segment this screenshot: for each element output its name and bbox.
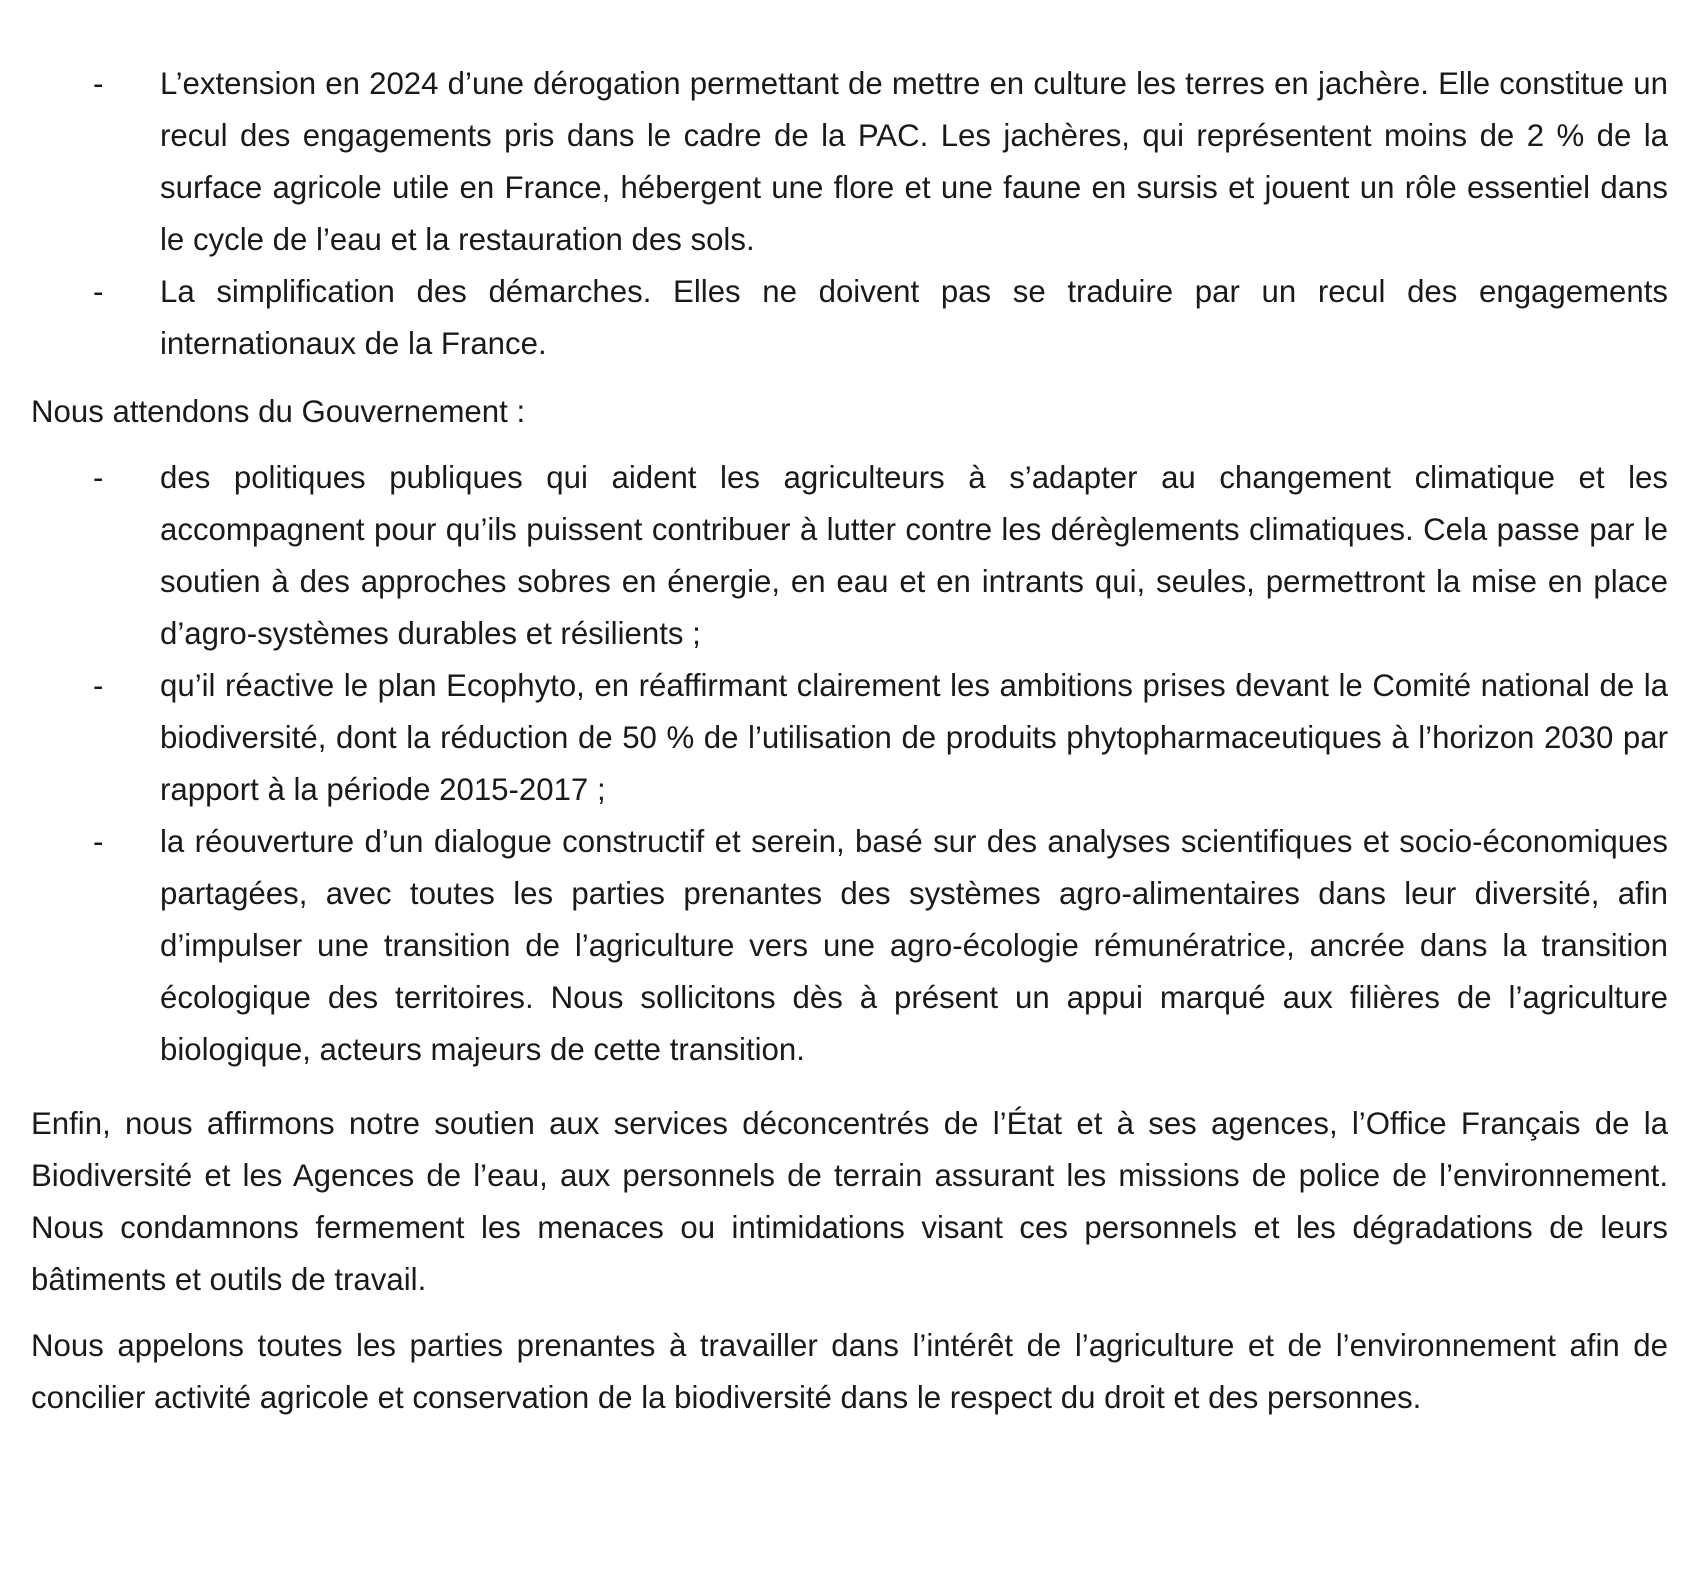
concerns-list xyxy=(31,58,1668,370)
dash-bullet: - xyxy=(93,668,104,703)
expectations-list xyxy=(31,452,1668,1076)
support-paragraph: Enfin, nous affirmons notre soutien aux services déconcentrés de l’État et à ses agences, l’Office Français de la Biodiversité et les Agences de l’eau, aux personnels de terrain assurant les missions de police de l’environnement. Nous condamnons fermement les menaces ou intimidations visant ces personnels et les dégradations de leurs bâtiments et outils de travail. xyxy=(31,1106,1668,1297)
list-item-text: La simplification des démarches. Elles ne doivent pas se traduire par un recul des engagements internationaux de la France. xyxy=(160,274,1668,361)
list-item-text: qu’il réactive le plan Ecophyto, en réaffirmant clairement les ambitions prises devant le Comité national de la biodiversité, dont la réduction de 50 % de l’utilisation de produits phytopharmaceutiques à l’horizon 2030 par rapport à la période 2015-2017 ; xyxy=(160,668,1668,807)
document-page xyxy=(31,58,1668,1424)
dash-bullet: - xyxy=(93,824,104,859)
list-item-text: L’extension en 2024 d’une dérogation permettant de mettre en culture les terres en jachère. Elle constitue un recul des engagements pris dans le cadre de la PAC. Les jachères, qui représentent moins de 2 % de la surface agricole utile en France, hébergent une flore et une faune en sursis et jouent un rôle essentiel dans le cycle de l’eau et la restauration des sols. xyxy=(160,66,1668,257)
list-item-text: la réouverture d’un dialogue constructif et serein, basé sur des analyses scientifiques et socio-économiques partagées, avec toutes les parties prenantes des systèmes agro-alimentaires dans leur diversité, afin d’impulser une transition de l’agriculture vers une agro-écologie rémunératrice, ancrée dans la transition écologique des territoires. Nous sollicitons dès à présent un appui marqué aux filières de l’agriculture biologique, acteurs majeurs de cette transition. xyxy=(160,824,1668,1067)
dash-bullet: - xyxy=(93,460,104,495)
dash-bullet: - xyxy=(93,274,104,309)
intro-paragraph: Nous attendons du Gouvernement : xyxy=(31,394,526,429)
closing-paragraph: Nous appelons toutes les parties prenantes à travailler dans l’intérêt de l’agriculture et de l’environnement afin de concilier activité agricole et conservation de la biodiversité dans le respect du droit et des personnes. xyxy=(31,1328,1668,1415)
list-item xyxy=(31,58,1668,266)
list-item xyxy=(31,452,1668,660)
list-item xyxy=(31,660,1668,816)
list-item xyxy=(31,816,1668,1076)
list-item-text: des politiques publiques qui aident les agriculteurs à s’adapter au changement climatique et les accompagnent pour qu’ils puissent contribuer à lutter contre les dérèglements climatiques. Cela passe par le soutien à des approches sobres en énergie, en eau et en intrants qui, seules, permettront la mise en place d’agro-systèmes durables et résilients ; xyxy=(160,460,1668,651)
list-item xyxy=(31,266,1668,370)
dash-bullet: - xyxy=(93,66,104,101)
